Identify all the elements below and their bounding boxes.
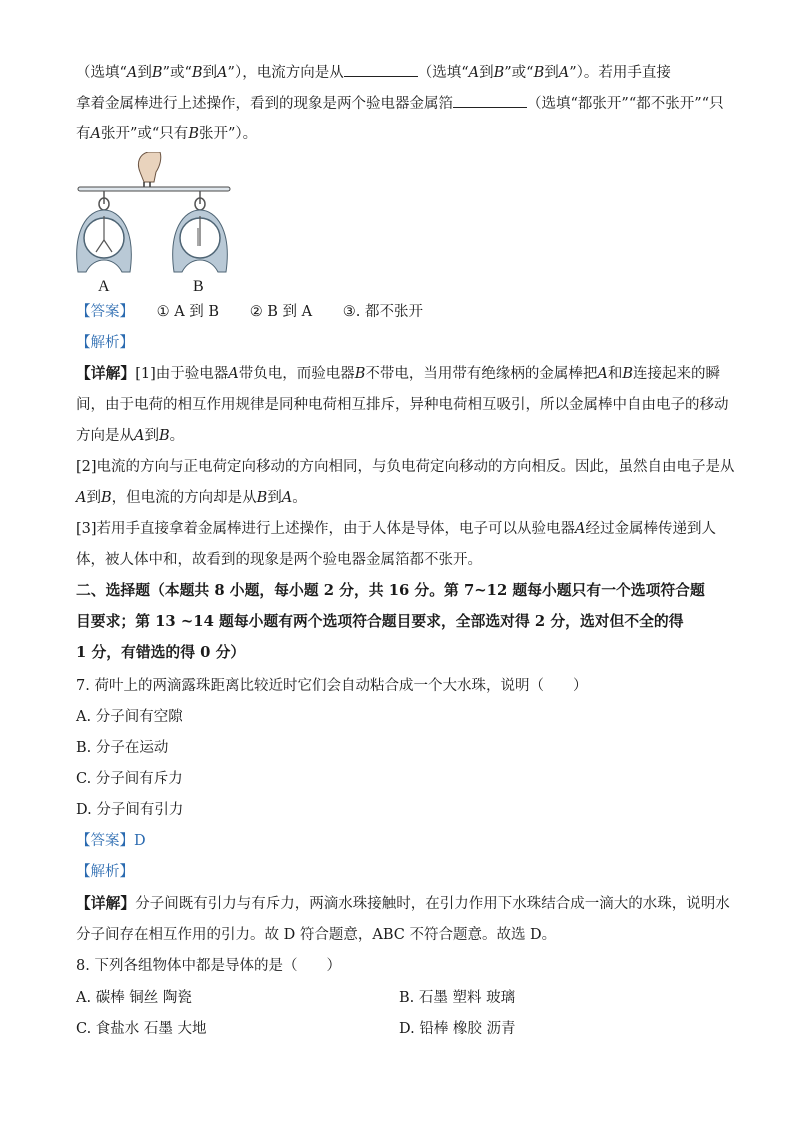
text: 拿着金属棒进行上述操作，看到的现象是两个验电器金属箔 bbox=[76, 96, 453, 112]
section-2-heading-line-1: 二、选择题（本题共 8 小题，每小题 2 分，共 16 分。第 7~12 题每小题只有一个选项符合题 bbox=[76, 582, 705, 599]
text: （选填“ bbox=[76, 65, 127, 81]
text: 到 bbox=[544, 65, 559, 81]
q8-option-d[interactable]: D. 铅棒 橡胶 沥青 bbox=[399, 1021, 516, 1037]
q6-detail-line-5 bbox=[76, 488, 307, 508]
detail-tag: 【详解】 bbox=[76, 895, 136, 912]
var: B bbox=[493, 65, 505, 81]
var: A bbox=[228, 366, 239, 382]
var: B bbox=[188, 126, 199, 142]
q8-stem: 8. 下列各组物体中都是导体的是（ ） bbox=[76, 958, 341, 974]
q6-detail-line-2: 间，由于电荷的相互作用规律是同种电荷相互排斥，异种电荷相互吸引，所以金属棒中自由电子的移动 bbox=[76, 397, 729, 413]
q7-option-a[interactable]: A. 分子间有空隙 bbox=[76, 709, 183, 725]
var: A bbox=[597, 366, 608, 382]
var: B bbox=[151, 65, 163, 81]
var: A bbox=[468, 65, 480, 81]
answer-tag: 【答案】 bbox=[76, 304, 134, 320]
text: 到 bbox=[137, 65, 152, 81]
detail-tag: 【详解】 bbox=[76, 365, 136, 382]
q6-text-line-3 bbox=[76, 124, 257, 144]
var: B bbox=[533, 65, 545, 81]
text: ，但电流的方向却是从 bbox=[111, 490, 257, 506]
var: A bbox=[217, 65, 228, 81]
text: 经过金属棒传递到人 bbox=[585, 521, 717, 537]
var: B bbox=[256, 490, 268, 506]
q8-option-c[interactable]: C. 食盐水 石墨 大地 bbox=[76, 1021, 207, 1037]
q6-text-line-1 bbox=[76, 62, 671, 83]
var: B bbox=[191, 65, 203, 81]
text: ”或“ bbox=[162, 65, 192, 81]
q8-option-b[interactable]: B. 石墨 塑料 玻璃 bbox=[399, 990, 516, 1006]
electroscope-b bbox=[173, 191, 228, 272]
var: A bbox=[575, 521, 586, 537]
answer-blank-3[interactable] bbox=[453, 93, 527, 108]
text: 到 bbox=[144, 428, 159, 444]
metal-rod bbox=[78, 187, 230, 191]
q7-answer: 【答案】D bbox=[76, 833, 146, 849]
label-b: B bbox=[193, 278, 204, 295]
text: 张开”或“只有 bbox=[100, 126, 189, 142]
var: B bbox=[100, 490, 112, 506]
var: A bbox=[76, 490, 87, 506]
electroscope-a bbox=[77, 191, 132, 272]
electroscope-figure bbox=[74, 152, 234, 298]
q8-option-a[interactable]: A. 碳棒 铜丝 陶瓷 bbox=[76, 990, 192, 1006]
label-a: A bbox=[98, 278, 110, 295]
var: A bbox=[126, 65, 138, 81]
var: B bbox=[354, 366, 366, 382]
section-2-heading-line-2: 目要求；第 13 ~14 题每小题有两个选项符合题目要求，全部选对得 2 分，选对但不全的得 bbox=[76, 613, 684, 630]
text: ”或“ bbox=[504, 65, 534, 81]
q7-detail-line-2: 分子间存在相互作用的引力。故 D 符合题意，ABC 不符合题意。故选 D。 bbox=[76, 927, 557, 943]
var: B bbox=[158, 428, 170, 444]
text: 分子间既有引力与有斥力，两滴水珠接触时，在引力作用下水珠结合成一滴大的水珠，说明水 bbox=[135, 896, 730, 912]
text: 。 bbox=[292, 490, 307, 506]
q6-detail-line-4: [2]电流的方向与正电荷定向移动的方向相同，与负电荷定向移动的方向相反。因此，虽然自由电子是从 bbox=[76, 459, 735, 475]
q6-text-line-2 bbox=[76, 93, 724, 114]
text: 和 bbox=[607, 366, 623, 382]
text: 有 bbox=[76, 126, 91, 142]
var: A bbox=[134, 428, 145, 444]
var: A bbox=[558, 65, 570, 81]
answer-1: ① A 到 B bbox=[156, 304, 220, 320]
text: 方向是从 bbox=[76, 428, 134, 444]
var: A bbox=[281, 490, 293, 506]
text: （选填“都张开”“都不张开”“只 bbox=[527, 96, 724, 112]
var: A bbox=[90, 126, 101, 142]
q6-detail-line-6 bbox=[76, 519, 716, 539]
text: 连接起来的瞬 bbox=[633, 366, 721, 382]
answer-blank-2[interactable] bbox=[344, 62, 418, 77]
text: 张开”）。 bbox=[198, 126, 258, 142]
q7-detail-line-1 bbox=[76, 894, 730, 914]
electroscope-illustration bbox=[74, 152, 234, 298]
text: （选填“ bbox=[417, 65, 469, 81]
section-2-heading-line-3: 1 分，有错选的得 0 分） bbox=[76, 644, 246, 661]
q6-detail-line-7: 体，被人体中和，故看到的现象是两个验电器金属箔都不张开。 bbox=[76, 552, 482, 568]
text: 到 bbox=[479, 65, 494, 81]
answer-3: ③. 都不张开 bbox=[342, 304, 423, 320]
text: 。 bbox=[169, 428, 185, 444]
text: 到 bbox=[202, 65, 218, 81]
hand-icon bbox=[138, 152, 160, 188]
q7-option-b[interactable]: B. 分子在运动 bbox=[76, 740, 169, 756]
text: [3]若用手直接拿着金属棒进行上述操作，由于人体是导体，电子可以从验电器 bbox=[76, 521, 576, 537]
text: ”）。若用手直接 bbox=[569, 65, 671, 81]
q6-detail-line-1 bbox=[76, 364, 720, 384]
var: B bbox=[622, 366, 634, 382]
answer-2: ② B 到 A bbox=[249, 304, 313, 320]
q7-stem: 7. 荷叶上的两滴露珠距离比较近时它们会自动粘合成一个大水珠，说明（ ） bbox=[76, 678, 588, 694]
q6-detail-line-3 bbox=[76, 426, 184, 446]
analysis-tag: 【解析】 bbox=[76, 335, 134, 351]
q6-analysis-tag bbox=[76, 333, 134, 353]
text: 带负电，而验电器 bbox=[238, 366, 355, 382]
text: ”），电流方向是从 bbox=[227, 65, 344, 81]
q7-option-c[interactable]: C. 分子间有斥力 bbox=[76, 771, 183, 787]
q6-answer bbox=[76, 302, 423, 322]
q7-option-d[interactable]: D. 分子间有引力 bbox=[76, 802, 184, 818]
text: 到 bbox=[86, 490, 101, 506]
text: 到 bbox=[267, 490, 282, 506]
text: [1]由于验电器 bbox=[135, 366, 229, 382]
text: 不带电，当用带有绝缘柄的金属棒把 bbox=[365, 366, 598, 382]
q7-analysis-tag: 【解析】 bbox=[76, 864, 134, 880]
